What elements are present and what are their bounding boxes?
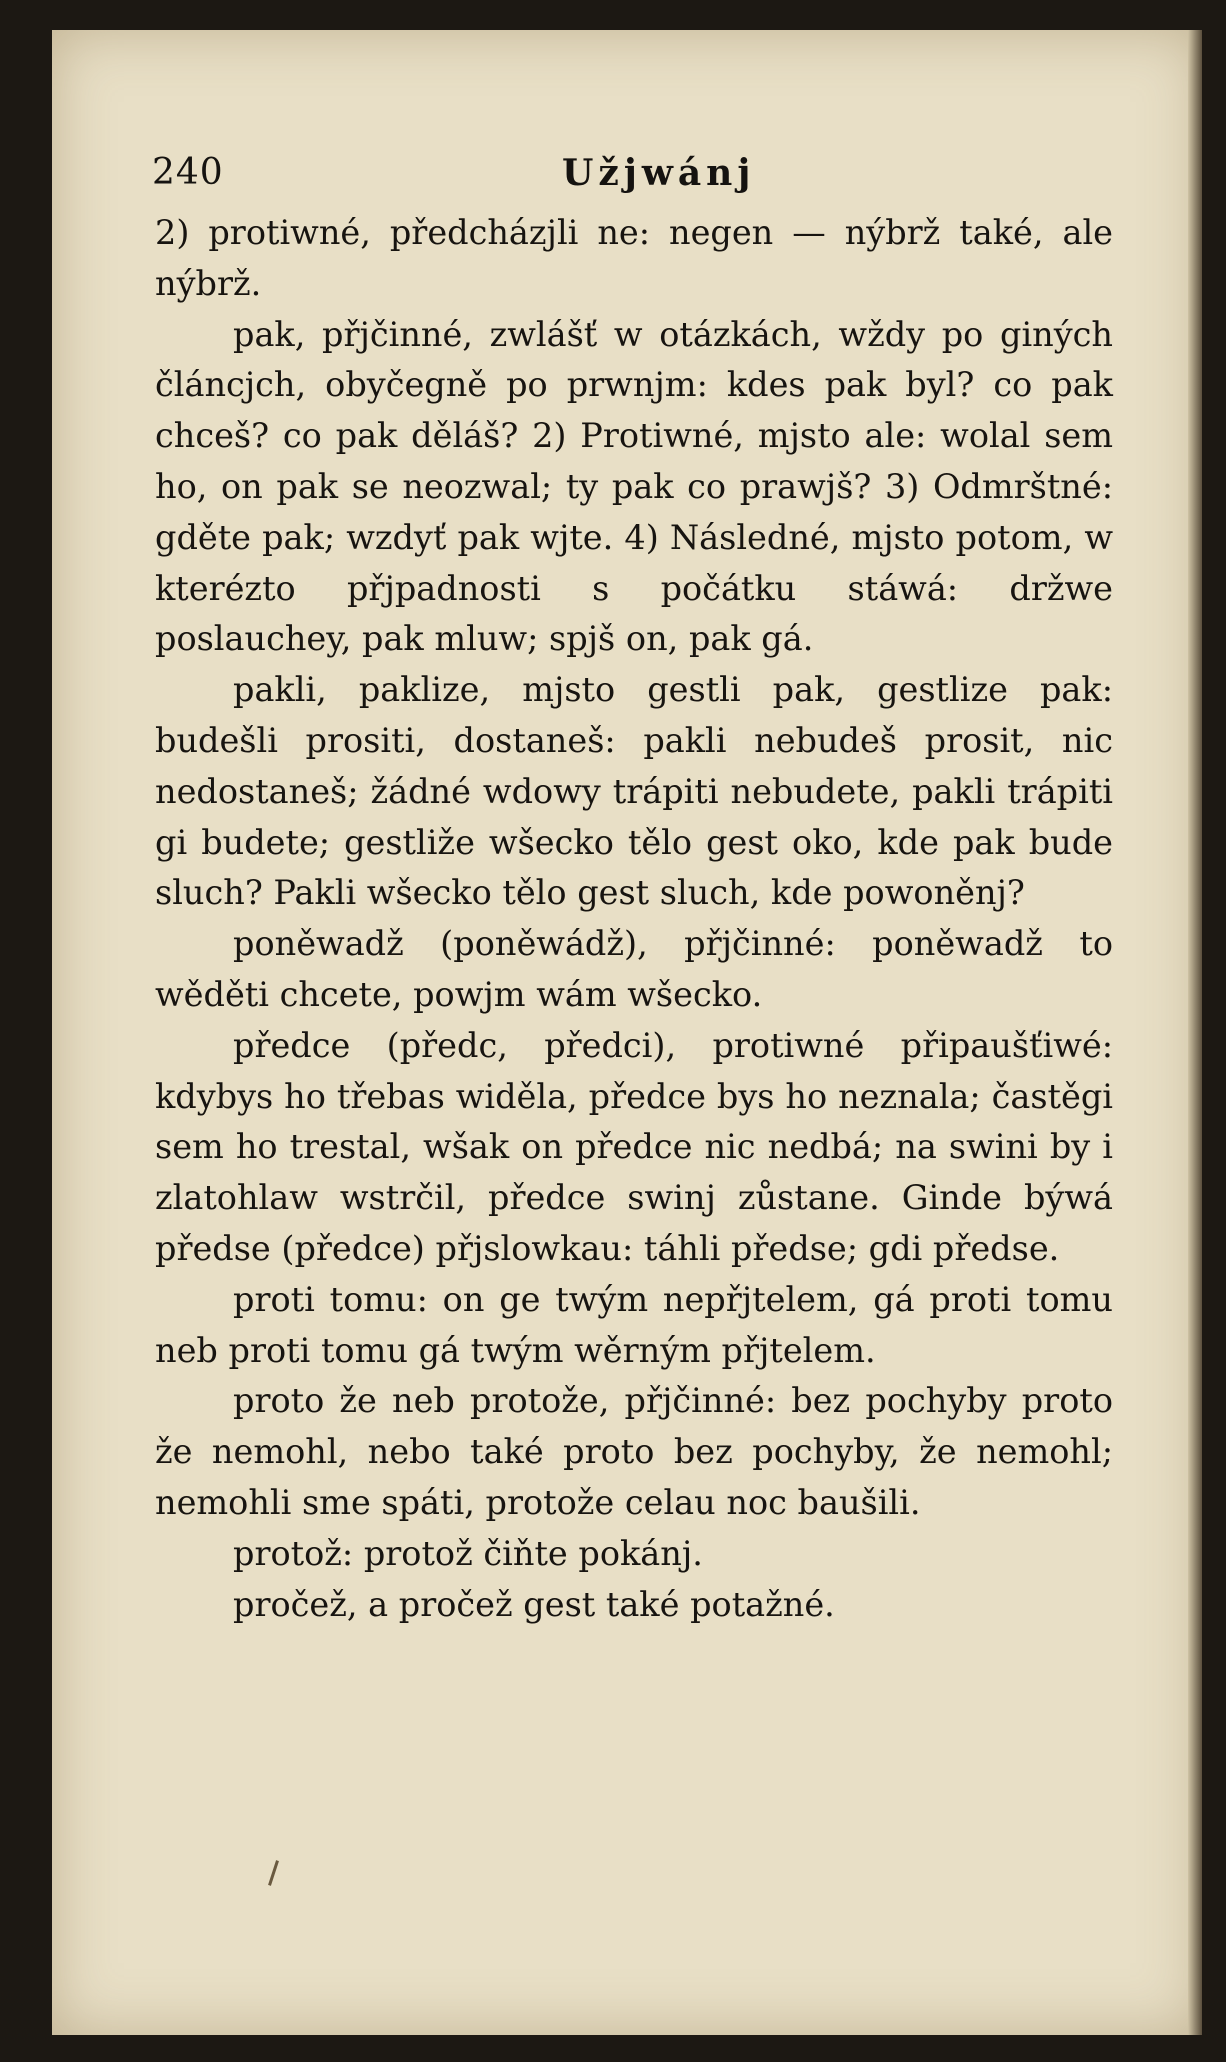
paragraph-procez: pročež, a pročež gest také potažné.: [233, 1584, 835, 1624]
page-number: 240: [152, 152, 224, 193]
paragraph-proto-ze: proto že neb protože, přjčinné: bez pochyby proto že nemohl, nebo také proto bez pochyby, že nemohl; nemohli sme spáti, protože celau noc baušili.: [155, 1381, 1113, 1522]
body-text: [155, 208, 1113, 1630]
paragraph-ponewadz: poněwadž (poněwádž), přjčinné: poněwadž to wěděti chcete, powjm wám wšecko.: [155, 924, 1113, 1014]
page-header: [152, 152, 1052, 200]
paragraph-pak: pak, přjčinné, zwlášť w otázkách, wždy po giných článcjch, obyčegně po prwnjm: kdes pak byl? co pak chceš? co pak děláš? 2) Protiwné, mjsto ale: wolal sem ho, on pak se neozwal; ty pak co prawjš? 3) Odmrštné: gděte pak; wzdyť pak wjte. 4) Následné, mjsto potom, w kterézto přjpadnosti s počátku stáwá: držwe poslauchey, pak mluw; spjš on, pak gá.: [155, 314, 1113, 659]
paragraph-item-2: 2) protiwné, předcházjli ne: negen — nýbrž také, ale nýbrž.: [155, 213, 1113, 303]
paragraph-pakli: pakli, paklize, mjsto gestli pak, gestlize pak: budešli prositi, dostaneš: pakli nebudeš prosit, nic nedostaneš; žádné wdowy trápiti nebudete, pakli trápiti gi budete; gestliže wšecko tělo gest oko, kde pak bude sluch? Pakli wšecko tělo gest sluch, kde powoněnj?: [155, 670, 1113, 913]
page-edge-shadow: [1188, 30, 1202, 2035]
paragraph-predce: předce (předc, předci), protiwné připaušťiwé: kdybys ho třebas widěla, předce bys ho neznala; častěgi sem ho trestal, wšak on předce nic nedbá; na swini by i zlatohlaw wstrčil, předce swinj zůstane. Ginde býwá předse (předce) přjslowkau: táhli předse; gdi předse.: [155, 1025, 1113, 1268]
paragraph-protoz: protož: protož čiňte pokánj.: [233, 1533, 703, 1573]
running-title: Užjwánj: [562, 152, 756, 194]
paragraph-proti-tomu: proti tomu: on ge twým nepřjtelem, gá proti tomu neb proti tomu gá twým wěrným přjtelem.: [155, 1279, 1113, 1370]
